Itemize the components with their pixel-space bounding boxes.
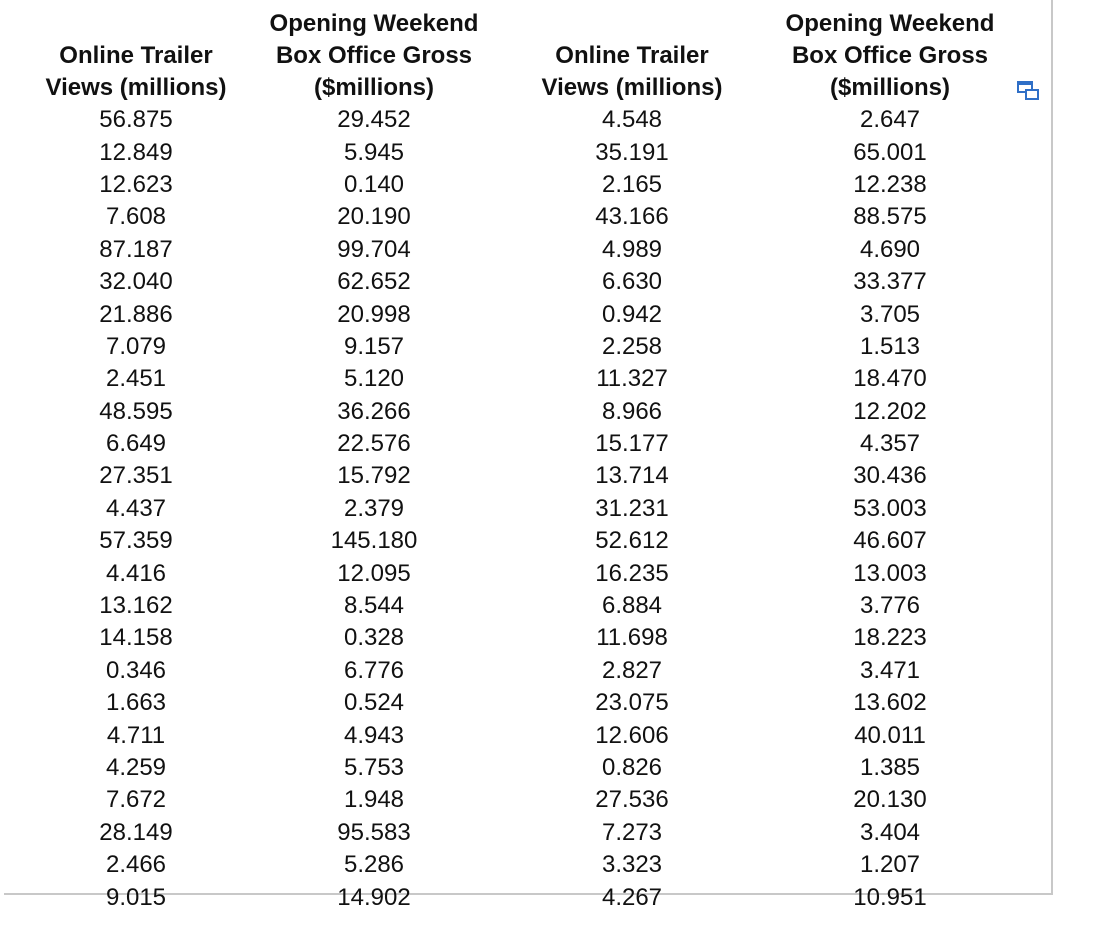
table-cell: 14.158 (99, 624, 173, 652)
table-cell: 95.583 (337, 818, 411, 846)
table-row (33, 849, 1025, 881)
table-cell: 9.015 (105, 883, 167, 911)
table-row (33, 428, 1025, 460)
table-row (33, 557, 1025, 589)
table-row (33, 784, 1025, 816)
table-row (33, 590, 1025, 622)
table-cell: 6.776 (343, 656, 405, 684)
table-row (33, 136, 1025, 168)
table-cell: 11.698 (596, 624, 668, 652)
table-cell: 43.166 (595, 203, 669, 231)
table-cell: 12.095 (337, 559, 411, 587)
table-cell: 52.612 (595, 527, 669, 555)
table-cell: 5.753 (343, 754, 405, 781)
table-body (33, 104, 1025, 914)
table-cell: 65.001 (853, 138, 927, 166)
table-cell: 12.202 (853, 397, 927, 425)
table-cell: 4.943 (343, 721, 405, 749)
table-cell: 1.513 (859, 332, 921, 360)
table-row (33, 525, 1025, 557)
table-cell: 4.690 (859, 235, 921, 263)
table-cell: 1.663 (105, 689, 167, 717)
table-cell: 15.177 (595, 430, 669, 458)
table-cell: 7.079 (105, 332, 167, 360)
table-cell: 0.524 (343, 689, 405, 717)
table-row (33, 201, 1025, 233)
table-cell: 23.075 (595, 689, 669, 717)
table-cell: 29.452 (337, 106, 411, 134)
table-cell: 57.359 (99, 527, 173, 555)
table-row (33, 234, 1025, 266)
table-cell: 4.437 (105, 494, 167, 522)
column-header-trailer-views-1: Online Trailer Views (millions) (45, 42, 227, 101)
table-cell: 32.040 (99, 268, 173, 296)
table-row (33, 752, 1025, 784)
table-cell: 46.607 (853, 527, 927, 555)
table-row (33, 460, 1025, 492)
table-cell: 20.130 (853, 786, 927, 814)
table-cell: 3.471 (859, 656, 921, 684)
table-row (33, 817, 1025, 849)
table-cell: 5.120 (343, 365, 405, 393)
table-row (33, 104, 1025, 136)
table-row (33, 655, 1025, 687)
table-cell: 2.165 (601, 170, 663, 198)
table-cell: 2.466 (105, 851, 167, 879)
table-cell: 53.003 (853, 494, 927, 522)
table-row (33, 687, 1025, 719)
table-row (33, 266, 1025, 298)
column-header-box-office-1: Opening Weekend Box Office Gross ($millions) (269, 10, 479, 101)
table-cell: 12.623 (99, 170, 173, 198)
table-cell: 27.536 (595, 786, 669, 814)
column-header-trailer-views-2: Online Trailer Views (millions) (541, 42, 723, 101)
table-cell: 6.884 (601, 592, 663, 620)
table-row (33, 493, 1025, 525)
table-cell: 8.544 (343, 592, 405, 620)
table-row (33, 331, 1025, 363)
table-cell: 0.346 (105, 656, 167, 684)
table-cell: 3.404 (859, 818, 921, 846)
table-cell: 21.886 (99, 300, 173, 328)
table-cell: 5.945 (343, 138, 405, 166)
table-cell: 33.377 (853, 268, 927, 296)
table-header-row (33, 8, 1025, 104)
table-cell: 1.385 (859, 754, 921, 781)
table-cell: 2.451 (105, 365, 167, 393)
column-header-box-office-2: Opening Weekend Box Office Gross ($millions) (785, 10, 995, 101)
table-cell: 1.207 (859, 851, 921, 879)
table-cell: 18.470 (853, 365, 927, 393)
table-cell: 4.267 (601, 883, 663, 911)
table-cell: 7.672 (105, 786, 167, 814)
table-cell: 36.266 (337, 397, 411, 425)
data-table (33, 8, 1025, 914)
table-cell: 7.608 (105, 203, 167, 231)
table-cell: 0.942 (601, 300, 663, 328)
table-cell: 10.951 (853, 883, 927, 911)
table-cell: 3.776 (859, 592, 921, 620)
table-cell: 28.149 (99, 818, 173, 846)
table-cell: 145.180 (330, 527, 418, 555)
table-cell: 1.948 (343, 786, 405, 814)
table-row (33, 298, 1025, 330)
table-cell: 18.223 (853, 624, 927, 652)
table-row (33, 881, 1025, 913)
table-cell: 99.704 (337, 235, 411, 263)
table-cell: 6.649 (105, 430, 167, 458)
table-row (33, 363, 1025, 395)
table-cell: 87.187 (99, 235, 173, 263)
table-cell: 3.323 (601, 851, 663, 879)
table-row (33, 719, 1025, 751)
table-cell: 4.989 (601, 235, 663, 263)
table-cell: 16.235 (595, 559, 669, 587)
table-cell: 14.902 (337, 883, 411, 911)
table-cell: 0.826 (601, 754, 663, 781)
table-cell: 12.849 (99, 138, 173, 166)
table-cell: 27.351 (99, 462, 173, 490)
table-cell: 88.575 (853, 203, 927, 231)
table-cell: 2.379 (343, 494, 405, 522)
table-cell: 30.436 (853, 462, 927, 490)
table-cell: 13.602 (853, 689, 927, 717)
table-cell: 3.705 (859, 300, 921, 328)
table-cell: 7.273 (601, 818, 663, 846)
table-cell: 6.630 (601, 268, 663, 296)
table-cell: 22.576 (337, 430, 411, 458)
table-row (33, 396, 1025, 428)
table-cell: 9.157 (343, 332, 405, 360)
table-cell: 0.140 (343, 170, 405, 198)
table-cell: 2.647 (859, 106, 921, 134)
table-cell: 31.231 (595, 494, 669, 522)
table-cell: 11.327 (596, 365, 668, 393)
table-cell: 4.416 (105, 559, 167, 587)
table-cell: 12.238 (853, 170, 927, 198)
table-cell: 4.259 (105, 754, 167, 781)
table-cell: 2.258 (601, 332, 663, 360)
table-cell: 4.357 (859, 430, 921, 458)
table-cell: 8.966 (601, 397, 663, 425)
table-cell: 40.011 (854, 721, 926, 749)
table-cell: 13.714 (595, 462, 669, 490)
table-cell: 35.191 (595, 138, 669, 166)
table-cell: 48.595 (99, 397, 173, 425)
table-cell: 13.162 (99, 592, 173, 620)
table-cell: 4.711 (106, 721, 166, 749)
table-row (33, 169, 1025, 201)
table-cell: 15.792 (337, 462, 411, 490)
table-cell: 4.548 (601, 106, 663, 134)
table-cell: 13.003 (853, 559, 927, 587)
copy-data-icon[interactable] (1016, 80, 1042, 102)
table-cell: 12.606 (595, 721, 669, 749)
table-cell: 20.998 (337, 300, 411, 328)
table-cell: 20.190 (337, 203, 411, 231)
table-cell: 56.875 (99, 106, 173, 134)
table-cell: 5.286 (343, 851, 405, 879)
table-cell: 2.827 (601, 656, 663, 684)
table-row (33, 622, 1025, 654)
data-table-panel (4, 0, 1053, 911)
table-cell: 0.328 (343, 624, 405, 652)
table-cell: 62.652 (337, 268, 411, 296)
